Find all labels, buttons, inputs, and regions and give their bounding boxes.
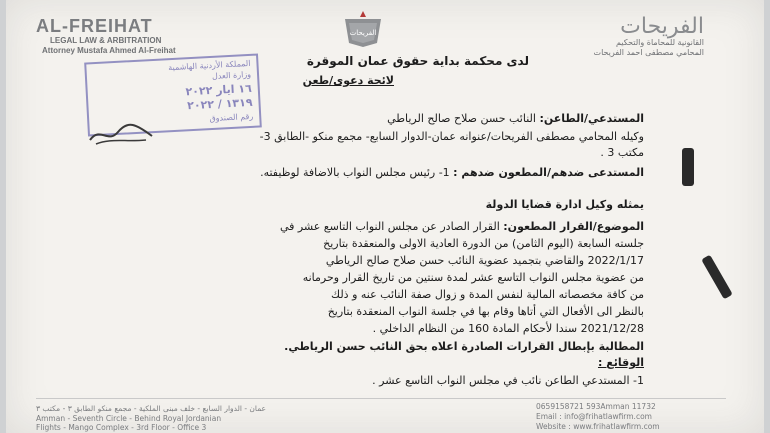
subject-line-7: 2021/12/28 سندا لأحكام المادة 160 من النظام الداخلي . bbox=[372, 322, 644, 335]
subject-line-1: الموضوع/القرار المطعون: القرار الصادر عن مجلس النواب التاسع عشر في bbox=[279, 220, 644, 233]
firm-subtitle-en: LEGAL LAW & ARBITRATION bbox=[50, 36, 162, 45]
subject-line-5: من كافة مخصصاته المالية لنفس المدة و زوال صفة النائب عنه و ذلك bbox=[331, 288, 644, 301]
claim-line: المطالبة بإبطال القرارات الصادرة اعلاه بحق النائب حسن الرياطي. bbox=[284, 340, 644, 353]
attorney-name-ar: المحامي مصطفى احمد الفريحات bbox=[593, 48, 704, 57]
footer-address-en-1: Amman - Seventh Circle - Behind Royal Jordanian bbox=[36, 414, 222, 423]
stamp-line-1: المملكة الأردنية الهاشمية bbox=[168, 58, 251, 73]
defendant-line bbox=[260, 166, 644, 179]
footer-address-en-2: Flights - Mango Complex - 3rd Floor - Office 3 bbox=[36, 423, 207, 432]
defendant-label: المستدعى ضدهم/المطعون ضدهم : bbox=[453, 166, 644, 179]
plaintiff-label: المستدعي/الطاعن: bbox=[539, 112, 644, 125]
subject-line-3: 2022/1/17 والقاضي بتجميد عضوية النائب حسن صلاح صالح الرياطي bbox=[325, 254, 644, 267]
footer-email: Email : info@frihatlawfirm.com bbox=[536, 412, 652, 421]
firm-logo-icon bbox=[341, 10, 385, 48]
firm-name-en: AL-FREIHAT bbox=[36, 16, 153, 36]
court-name: لدى محكمة بداية حقوق عمان الموقرة bbox=[306, 54, 529, 68]
fact-1: 1- المستدعي الطاعن نائب في مجلس النواب التاسع عشر . bbox=[372, 374, 644, 387]
footer-address-ar: عمان - الدوار السابع - خلف مبنى الملكية - مجمع منكو الطابق ٣ - مكتب ٣ bbox=[36, 404, 267, 413]
logo-text: الفريحات bbox=[349, 29, 377, 37]
subject-label: الموضوع/القرار المطعون: bbox=[503, 220, 644, 233]
stamp-date: ١٦ ايار ٢٠٢٢ bbox=[185, 81, 253, 99]
footer-phone: 0659158721 593Amman 11732 bbox=[536, 402, 656, 411]
stamp-number: ١٣١٩ / ٢٠٢٢ bbox=[186, 95, 253, 113]
subject-line-2: جلسته السابعة (اليوم الثامن) من الدورة العادية الاولى والمنعقدة بتاريخ bbox=[323, 237, 644, 250]
footer-divider bbox=[36, 398, 726, 399]
footer-website: Website : www.frihatlawfirm.com bbox=[536, 422, 660, 431]
subject-line-6: بالنظر الى الأفعال التي أتاها وقام بها في جلسة النواب المنعقدة بتاريخ bbox=[327, 305, 644, 318]
firm-subtitle-ar: القانونية للمحاماة والتحكيم bbox=[615, 38, 704, 47]
firm-name-ar: الفريحات bbox=[620, 14, 704, 39]
marker-mark-2 bbox=[701, 255, 733, 300]
defendant-name: 1- رئيس مجلس النواب بالاضافة لوظيفته. bbox=[260, 166, 450, 179]
marker-mark-1 bbox=[682, 148, 694, 186]
stamp-line-2: وزارة العدل bbox=[211, 69, 252, 81]
represented-by: يمثله وكيل ادارة قضايا الدولة bbox=[485, 198, 644, 211]
agent-line-2: مكتب 3 . bbox=[600, 146, 644, 159]
document-type: لائحة دعوى/طعن bbox=[302, 74, 394, 87]
plaintiff-line bbox=[387, 112, 644, 125]
plaintiff-name: النائب حسن صلاح صالح الرياطي bbox=[387, 112, 536, 125]
facts-label: الوقائع : bbox=[597, 356, 644, 369]
attorney-name-en: Attorney Mustafa Ahmed Al-Freihat bbox=[42, 46, 176, 55]
subject-line-4: من عضوية مجلس النواب التاسع عشر لمدة سنتين من تاريخ القرار وحرمانه bbox=[302, 271, 644, 284]
handwritten-signature bbox=[86, 118, 156, 148]
document-page bbox=[6, 0, 764, 433]
agent-line-1: وكيله المحامي مصطفى الفريحات/عنوانه عمان-الدوار السابع- مجمع منكو -الطابق 3- bbox=[259, 130, 644, 143]
stamp-footer: رقم الصندوق bbox=[209, 111, 254, 124]
